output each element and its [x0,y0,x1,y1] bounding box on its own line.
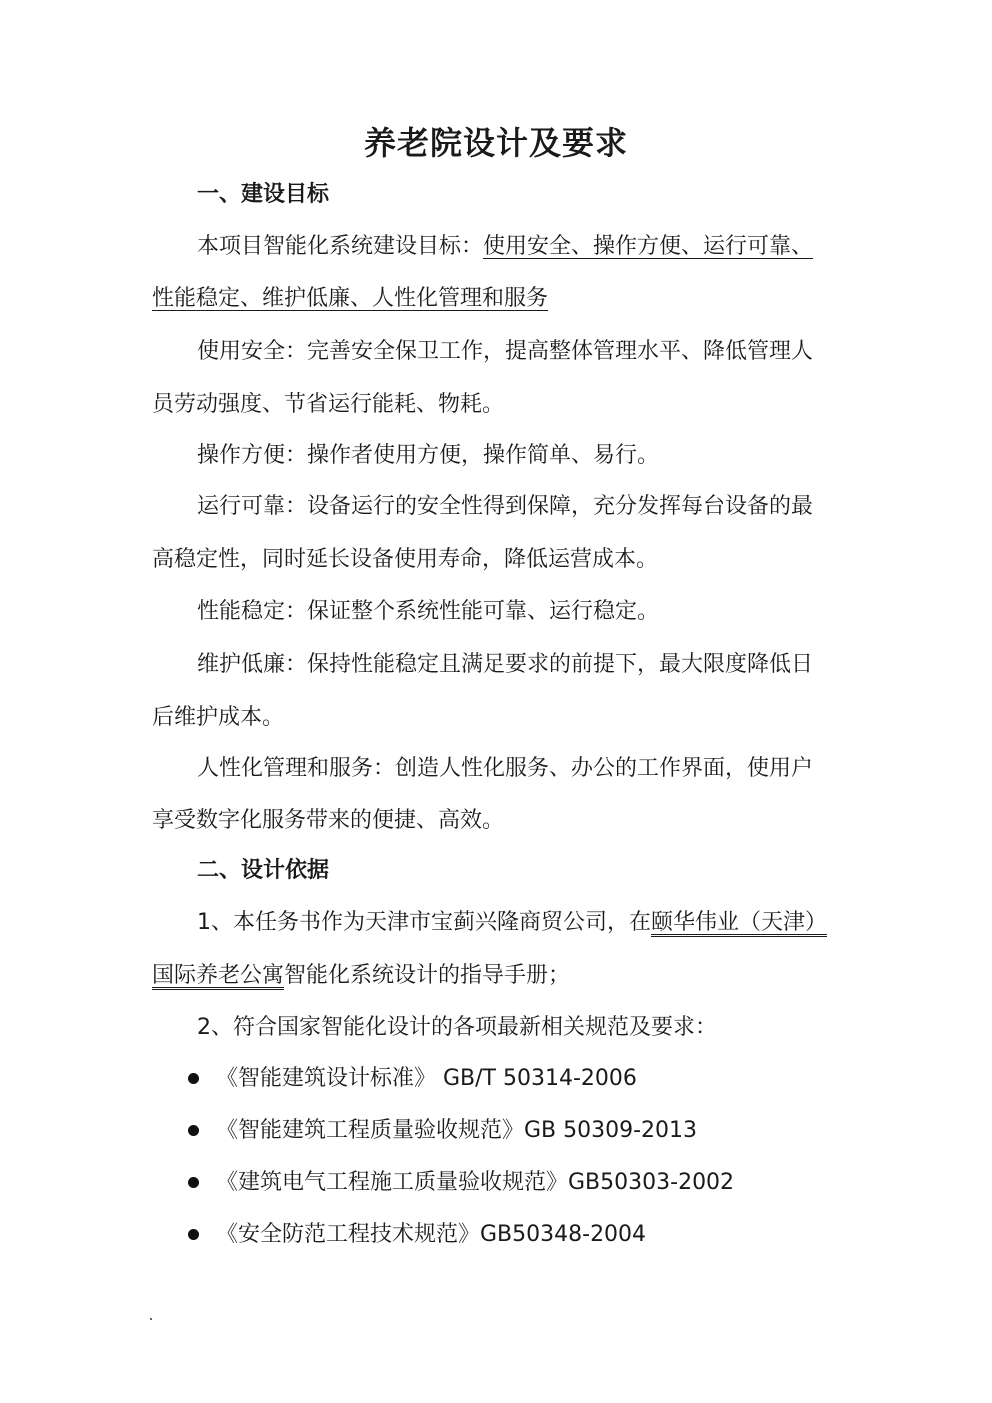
basis-item1-project-a: 颐华伟业（天津） [651,910,828,935]
basis-item1-project-b: 国际养老公寓 [152,963,285,988]
bullet-icon [188,1073,199,1084]
basis-item1-line1 [197,908,827,938]
goal-underlined-2: 性能稳定、维护低廉、人性化管理和服务 [152,286,549,311]
stable-line: 性能稳定：保证整个系统性能可靠、运行稳定。 [197,599,660,624]
goal-paragraph-line1 [197,232,813,262]
goal-underlined-1: 使用安全、操作方便、运行可靠、 [483,234,814,259]
standard-item: 《智能建筑工程质量验收规范》GB 50309-2013 [216,1118,698,1143]
reliable-line1: 运行可靠：设备运行的安全性得到保障，充分发挥每台设备的最 [197,494,814,519]
human-line2: 享受数字化服务带来的便捷、高效。 [152,808,505,833]
basis-item1-text-d: 智能化系统设计的指导手册； [284,963,571,988]
basis-item1-line2 [152,961,570,991]
basis-item2: 2、符合国家智能化设计的各项最新相关规范及要求： [197,1015,717,1040]
goal-intro: 本项目智能化系统建设目标： [197,234,484,259]
goal-paragraph-line2 [152,284,548,314]
standard-item: 《安全防范工程技术规范》GB50348-2004 [216,1222,647,1247]
bullet-icon [188,1125,199,1136]
section-heading-basis: 二、设计依据 [197,858,330,883]
safety-line2: 员劳动强度、节省运行能耗、物耗。 [152,392,505,417]
human-line1: 人性化管理和服务：创造人性化服务、办公的工作界面，使用户 [197,756,814,781]
maint-line2: 后维护成本。 [152,705,285,730]
basis-item1-text-a: 1、本任务书作为天津市宝蓟兴隆商贸公司，在 [197,910,651,935]
maint-line1: 维护低廉：保持性能稳定且满足要求的前提下，最大限度降低日 [197,652,814,677]
document-title: 养老院设计及要求 [363,124,628,162]
standard-item: 《智能建筑设计标准》 GB/T 50314-2006 [216,1066,637,1091]
bullet-icon [188,1229,199,1240]
section-heading-goals: 一、建设目标 [197,182,330,207]
reliable-line2: 高稳定性，同时延长设备使用寿命，降低运营成本。 [152,547,659,572]
bullet-icon [188,1177,199,1188]
stray-mark [150,1318,152,1320]
standard-item: 《建筑电气工程施工质量验收规范》GB50303-2002 [216,1170,735,1195]
safety-line1: 使用安全：完善安全保卫工作，提高整体管理水平、降低管理人 [197,339,814,364]
ease-line: 操作方便：操作者使用方便，操作简单、易行。 [197,443,660,468]
